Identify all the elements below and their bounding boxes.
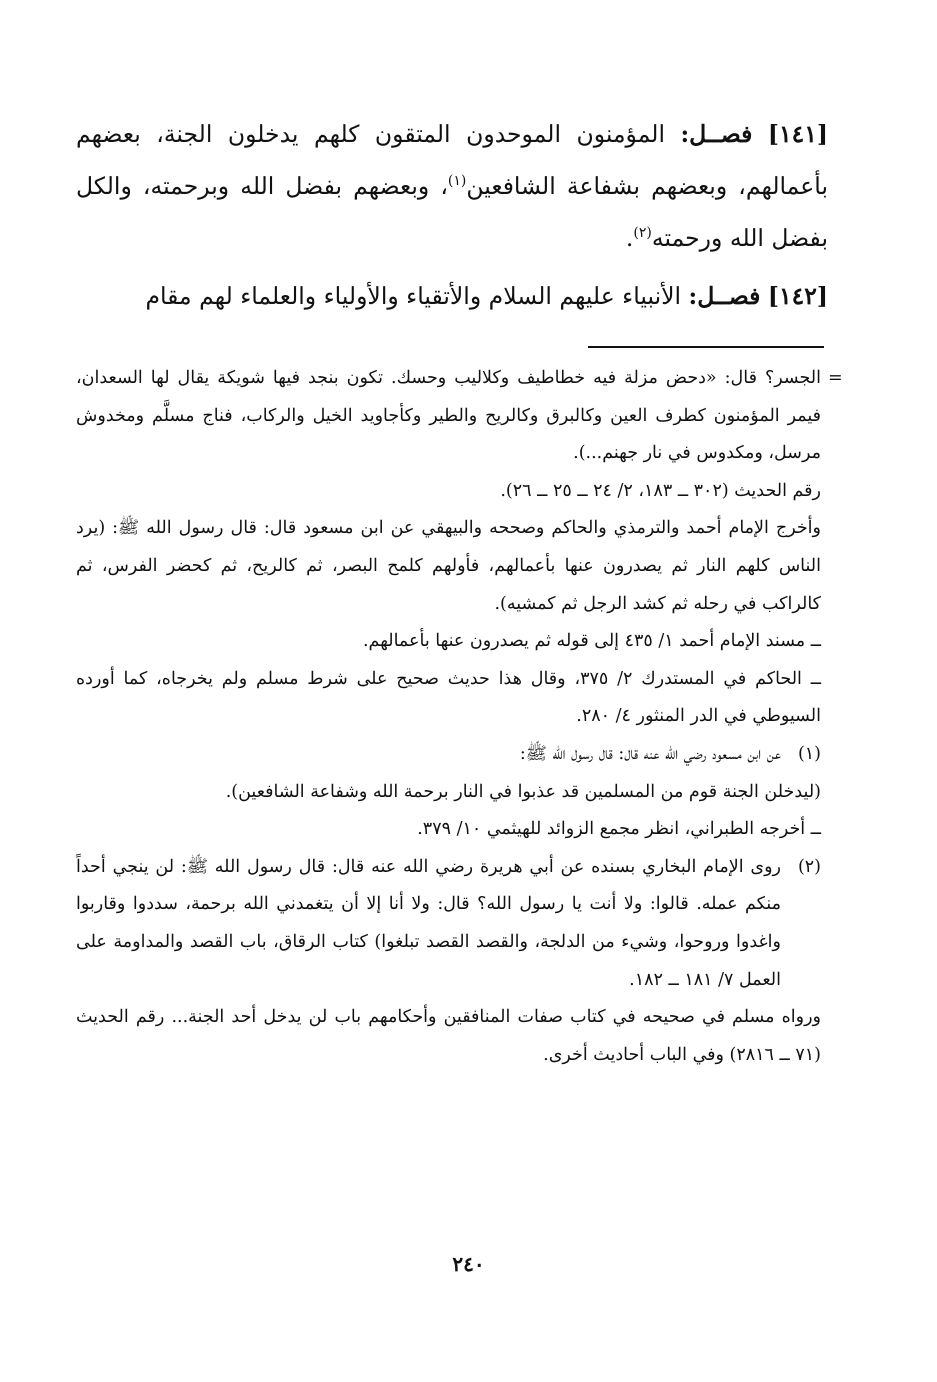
footnote-marker: (١) [797, 743, 821, 764]
footnotes [76, 360, 821, 1074]
main-text [76, 108, 828, 328]
section-text: ، وبعضهم بفضل الله وبرحمته، والكل بفضل الله ورحمته [76, 172, 828, 252]
footnote-line: روى الإمام البخاري بسنده عن أبي هريرة رضي الله عنه قال: قال رسول الله ﷺ: لن ينجي أحداً منكم عمله. قالوا: ولا أنت يا رسول الله؟ قال: ولا أنا إلا أن يتغمدني الله برحمة، سددوا وقاربوا واغدوا وروحوا، وشيء من الدلجة، والقصد القصد تبلغوا) كتاب الرقاق، باب القصد والمداومة على العمل ٧/ ١٨١ ــ ١٨٢. [76, 856, 781, 990]
footnote-line: الجسر؟ قال: «دحض مزلة فيه خطاطيف وكلاليب وحسك. تكون بنجد فيها شويكة يقال لها السعدان، فيمر المؤمنون كطرف العين وكالبرق وكالريح والطير وكأجاويد الخيل والركاب، فناج مسلَّم ومخدوش مرسل، ومكدوس في نار جهنم...). [76, 368, 821, 464]
footnote-2 [76, 849, 821, 999]
section-keyword: فصــل: [688, 282, 761, 310]
section-142 [76, 270, 828, 322]
footnote-1 [76, 736, 821, 774]
section-text: الأنبياء عليهم السلام والأتقياء والأولياء والعلماء لهم مقام [145, 282, 689, 310]
footnote-body [76, 849, 781, 999]
footnote-line: عن ابن مسعود رضي الله عنه قال: قال رسول الله ﷺ: [519, 743, 781, 764]
section-number: [١٤٢] [767, 282, 828, 310]
footnote-line: ــ الحاكم في المستدرك ٢/ ٣٧٥، وقال هذا حديث صحيح على شرط مسلم ولم يخرجاه، كما أورده السيوطي في الدر المنثور ٤/ ٢٨٠. [76, 668, 821, 727]
footnote-line: رقم الحديث (٣٠٢ ــ ١٨٣، ٢/ ٢٤ ــ ٢٥ ــ ٢٦). [500, 480, 821, 501]
footnote-line: ورواه مسلم في صحيحه في كتاب صفات المنافقين وأحكامهم باب لن يدخل أحد الجنة... رقم الحديث (٧١ ــ ٢٨١٦) وفي الباب أحاديث أخرى. [76, 1007, 821, 1065]
section-text: المؤمنون الموحدون المتقون كلهم يدخلون الجنة، بعضهم بأعمالهم، وبعضهم بشفاعة الشافعين [76, 120, 828, 200]
section-number: [١٤١] [767, 120, 828, 148]
continuation-mark: = [828, 368, 843, 388]
footnote-line: وأخرج الإمام أحمد والترمذي والحاكم وصححه والبيهقي عن ابن مسعود قال: قال رسول الله ﷺ: (يرد الناس كلهم النار ثم يصدرون عنها بأعمالهم، فأولهم كلمح البصر، ثم كالريح، ثم كحضر الفرس، ثم كالراكب في رحله ثم كشد الرجل ثم كمشيه). [76, 518, 821, 614]
footnote-marker: (٢) [797, 856, 821, 877]
footnote-ref-1[interactable]: (١) [447, 173, 467, 190]
page-number: ٢٤٠ [452, 1252, 485, 1276]
section-text-end: . [625, 224, 634, 252]
footnote-line: ــ أخرجه الطبراني، انظر مجمع الزوائد للهيثمي ١٠/ ٣٧٩. [417, 819, 821, 840]
footnote-line: (ليدخلن الجنة قوم من المسلمين قد عذبوا في النار برحمة الله وشفاعة الشافعين). [225, 781, 821, 802]
footnote-line: ــ مسند الإمام أحمد ١/ ٤٣٥ إلى قوله ثم يصدرون عنها بأعمالهم. [362, 631, 821, 652]
section-keyword: فصــل: [680, 120, 753, 148]
section-141 [76, 108, 828, 264]
footnote-body [76, 736, 781, 774]
footnote-ref-2[interactable]: (٢) [633, 225, 652, 242]
footnote-separator [588, 346, 824, 348]
